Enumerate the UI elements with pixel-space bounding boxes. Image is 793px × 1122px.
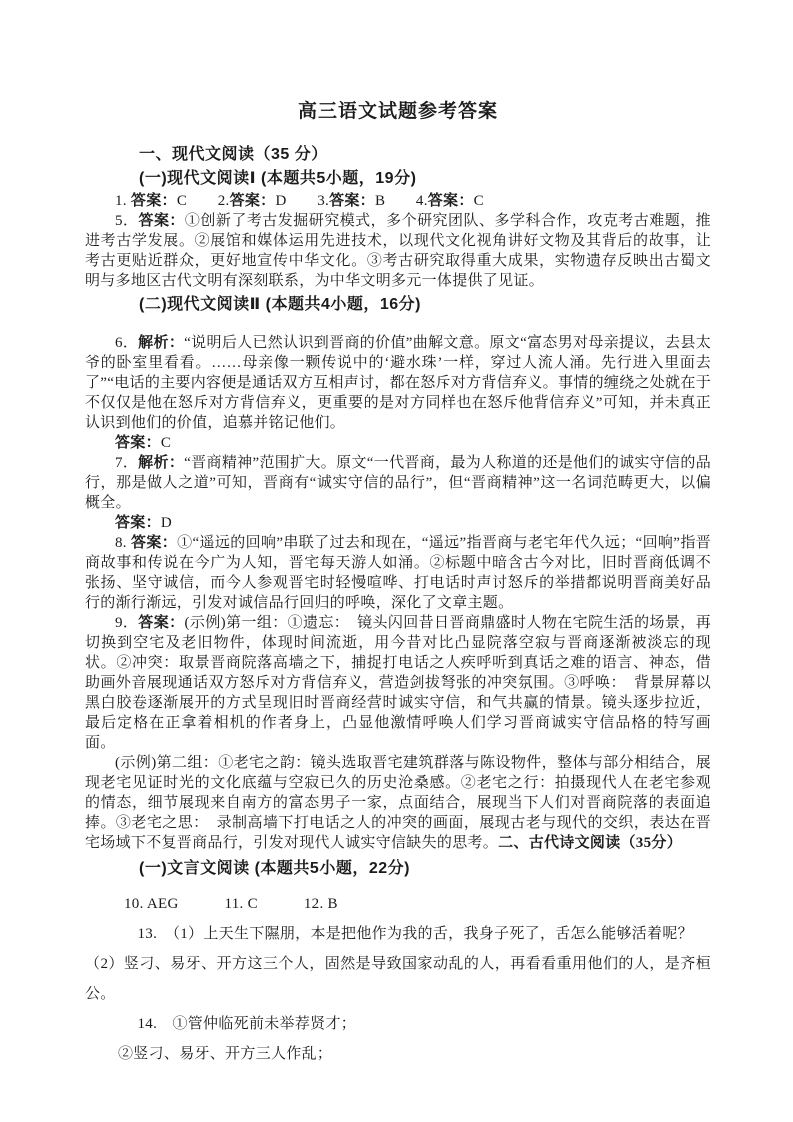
answer-q14-part1	[85, 1009, 711, 1039]
bold-text-segment: 答案：	[130, 193, 177, 209]
text-segment: 13. （1）上天生下隰朋，本是把他作为我的舌，我身子死了，舌怎么能够活着呢？	[137, 926, 693, 942]
bold-text-segment: 解析：	[138, 455, 185, 471]
text-segment: 8.	[115, 535, 131, 551]
bold-text-segment: 答案：	[229, 193, 276, 209]
answer-q13-part1	[85, 919, 711, 949]
answers-line-q10-q12	[85, 889, 711, 919]
text-segment: 1.	[115, 193, 131, 209]
text-segment: B 4.	[374, 193, 428, 209]
text-segment: 14. ①管仲临死前未举荐贤才；	[137, 1016, 357, 1032]
text-segment: 7．	[115, 455, 139, 471]
answer-q9-group2-paragraph	[85, 753, 711, 853]
text-segment: C	[160, 435, 172, 451]
text-segment: (示例)第一组：①遗忘： 镜头闪回昔日晋商鼎盛时人物在宅院生活的场景，再切换到空宅及老旧物件，体现时间流逝，用今昔对比凸显院落空寂与晋商逐渐被淡忘的现状。②冲突：取景晋商院落高墙之下，捕捉打电话之人疾呼听到真话之难的语言、神态，借助画外音展现通话双方怒斥对方背信弃义，营造剑拔弩张的冲突氛围。③呼唤： 背景屏幕以黑白胶卷逐渐展开的方式呈现旧时晋商经营时诚实守信，和气共赢的情景。镜头逐步拉近，最后定格在正拿着相机的作者身上，凸显他激情呼唤人们学习晋商诚实守信品格的特写画面。	[85, 615, 712, 751]
text-segment: D 3.	[275, 193, 330, 209]
text-segment: D	[160, 515, 173, 531]
text-segment: （2）竖刁、易牙、开方这三个人，固然是导致国家动乱的人，再看看重用他们的人，是齐桓公。	[85, 956, 711, 1002]
bold-text-segment: 答案：	[138, 615, 185, 631]
subsection-heading-classical-reading: (一)文言文阅读 (本题共5小题，22分)	[139, 860, 410, 877]
text-segment: 10. AEG 11. C 12. B	[124, 896, 338, 912]
answer-q9-group1-paragraph	[85, 613, 711, 753]
text-segment: C 2.	[176, 193, 230, 209]
section-heading-modern-reading: 一、现代文阅读（35 分）	[139, 146, 328, 163]
text-segment: 9．	[115, 615, 139, 631]
text-segment: ②竖刁、易牙、开方三人作乱；	[118, 1046, 333, 1062]
text-segment: ①“遥远的回响”串联了过去和现在，“遥远”指晋商与老宅年代久远；“回响”指晋商故事和传说在今广为人知，晋宅每天游人如涌。②标题中暗含古今对比，旧时晋商低调不张扬、坚守诚信，而今人参观晋宅时轻慢喧哗、打电话时声讨怒斥的举措都说明晋商美好品行的渐行渐远，引发对诚信品行回归的呼唤，深化了文章主题。	[85, 535, 712, 611]
text-segment: ①创新了考古发掘研究模式，多个研究团队、多学科合作，攻克考古难题，推进考古学发展。②展馆和媒体运用先进技术，以现代文化视角讲好文物及其背后的故事，让考古更贴近群众，更好地宣传中华文化。③考古研究取得重大成果，实物遗存反映出古蜀文明与多地区古代文明有深刻联系，为中华文明多元一体提供了见证。	[85, 213, 711, 289]
subsection-heading-modern-reading-1: (一)现代文阅读Ⅰ (本题共5小题，19分)	[139, 170, 417, 187]
answer-q8-paragraph	[85, 533, 711, 613]
answer-q6-line	[85, 433, 711, 453]
text-segment: “说明后人已然认识到晋商的价值”曲解文意。原文“富态男对母亲提议，去县太爷的卧室里看看。……母亲像一颗传说中的‘避水珠’一样，穿过人流人涌。先行进入里面去了”“电话的主要内容便是通话双方互相声讨，都在怒斥对方背信弃义。事情的缠绕之处就在于不仅仅是他在怒斥对方背信弃义，更重要的是对方同样也在怒斥他背信弃义”可知，并未真正认识到他们的价值，追慕并铭记他们。	[85, 335, 712, 431]
bold-text-segment: 答案：	[115, 435, 161, 451]
answer-q13-part2	[85, 949, 711, 1009]
text-segment: “晋商精神”范围扩大。原文“一代晋商，最为人称道的还是他们的诚实守信的品行，那是做人之道”可知，晋商有“诚实守信的品行”，但“晋商精神”这一名词范畴更大，以偏概全。	[85, 455, 712, 511]
bold-text-segment: 答案：	[427, 193, 474, 209]
document-title: 高三语文试题参考答案	[297, 101, 498, 122]
analysis-q6-paragraph	[85, 333, 711, 433]
bold-text-segment: 二、古代诗文阅读（35分）	[498, 835, 683, 851]
answers-line-q1-q4	[85, 191, 711, 211]
answer-q7-line	[85, 513, 711, 533]
bold-text-segment: 答案：	[138, 213, 185, 229]
text-segment: 5．	[115, 213, 139, 229]
answer-q14-part2	[85, 1039, 711, 1069]
text-segment: (示例)第二组：①老宅之韵：镜头选取晋宅建筑群落与陈设物件，整体与部分相结合，展现老宅见证时光的文化底蕴与空寂已久的历史沧桑感。②老宅之行：拍摄现代人在老宅参观的情态，细节展现来自南方的富态男子一家，点面结合，展现当下人们对晋商院落的表面追捧。③老宅之思： 录制高墙下打电话之人的冲突的画面，展现古老与现代的交织，表达在晋宅场域下不复晋商品行，引发对现代人诚实守信缺失的思考。	[85, 755, 711, 851]
answer-q5-paragraph	[85, 211, 711, 291]
text-segment: C	[473, 193, 484, 209]
bold-text-segment: 解析：	[138, 335, 185, 351]
bold-text-segment: 答案：	[115, 515, 161, 531]
subsection-heading-modern-reading-2: (二)现代文阅读Ⅱ (本题共4小题，16分)	[139, 296, 421, 313]
analysis-q7-paragraph	[85, 453, 711, 513]
bold-text-segment: 答案：	[329, 193, 375, 209]
bold-text-segment: 答案：	[130, 535, 178, 551]
text-segment: 6．	[115, 335, 139, 351]
